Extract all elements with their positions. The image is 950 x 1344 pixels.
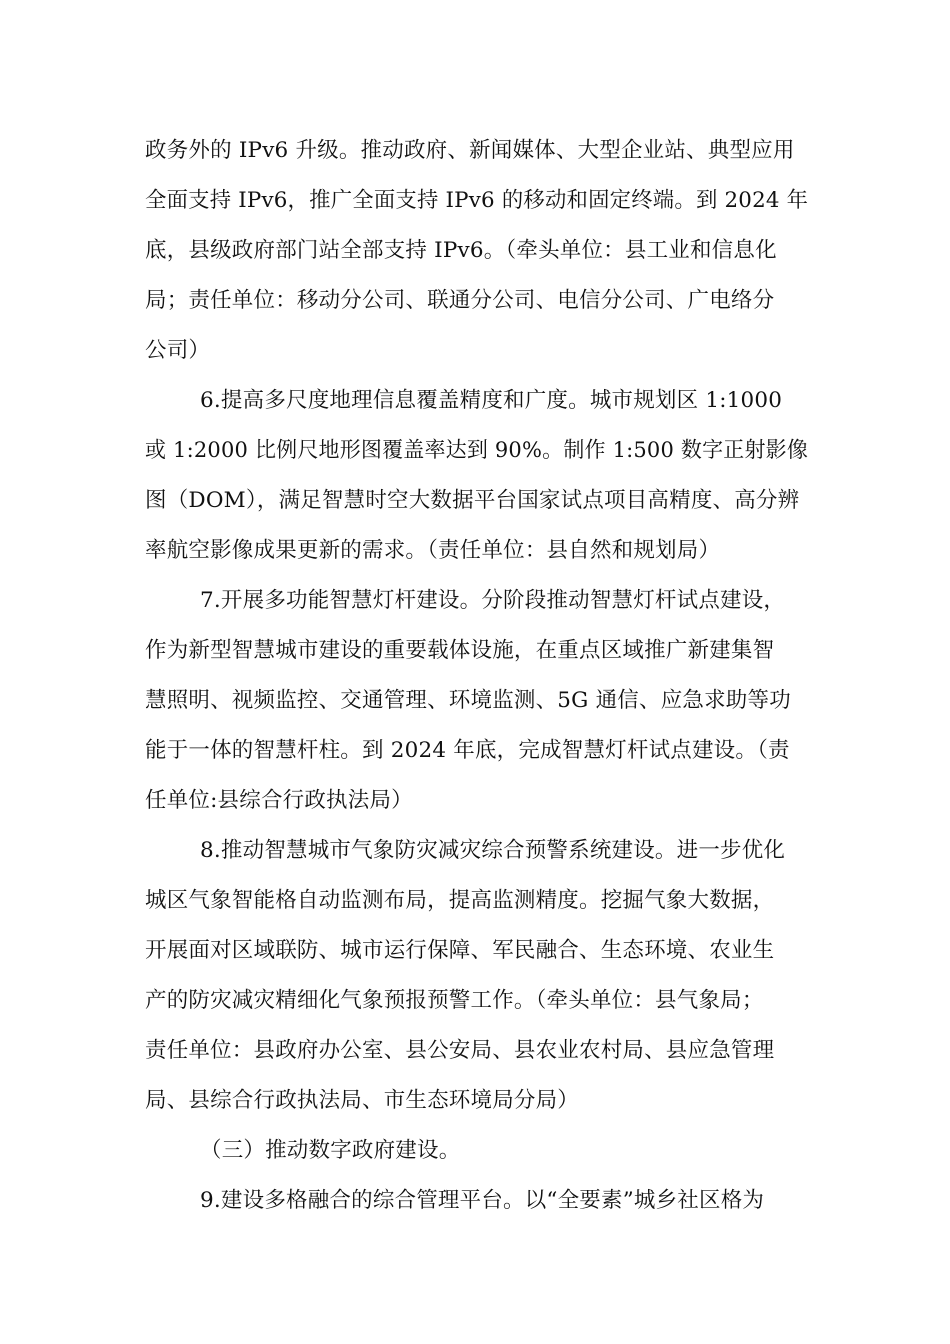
line-text: 底，县级政府部门站全部支持 IPv6。（牵头单位：县工业和信息化 (145, 238, 777, 263)
text-line (0, 183, 950, 219)
line-text: 6.提高多尺度地理信息覆盖精度和广度。城市规划区 1:1000 (200, 388, 783, 413)
text-line (0, 683, 950, 719)
line-text: 作为新型智慧城市建设的重要载体设施，在重点区域推广新建集智 (145, 638, 775, 663)
line-text: 或 1:2000 比例尺地形图覆盖率达到 90%。制作 1:500 数字正射影像 (145, 438, 809, 463)
line-text: 7.开展多功能智慧灯杆建设。分阶段推动智慧灯杆试点建设， (200, 588, 786, 613)
text-line (0, 733, 950, 769)
text-line (0, 533, 950, 569)
text-line (0, 283, 950, 319)
line-text: 8.推动智慧城市气象防灾减灾综合预警系统建设。进一步优化 (200, 838, 786, 863)
text-line (0, 333, 950, 369)
text-line (0, 1083, 950, 1119)
section-heading (0, 1133, 950, 1169)
text-line (0, 1183, 950, 1219)
line-text: 局、县综合行政执法局、市生态环境局分局） (145, 1088, 580, 1113)
text-line (0, 383, 950, 419)
text-line (0, 233, 950, 269)
line-text: 9.建设多格融合的综合管理平台。以“全要素”城乡社区格为 (200, 1188, 765, 1213)
line-text: 率航空影像成果更新的需求。（责任单位：县自然和规划局） (145, 538, 721, 563)
text-line (0, 433, 950, 469)
line-text: 城区气象智能格自动监测布局，提高监测精度。挖掘气象大数据， (145, 888, 775, 913)
text-line (0, 933, 950, 969)
text-line (0, 483, 950, 519)
text-line (0, 783, 950, 819)
line-text: 全面支持 IPv6，推广全面支持 IPv6 的移动和固定终端。到 2024 年 (145, 188, 809, 213)
text-line (0, 133, 950, 169)
line-text: 图（DOM），满足智慧时空大数据平台国家试点项目高精度、高分辨 (145, 488, 800, 513)
line-text: 公司） (145, 338, 211, 363)
text-line (0, 833, 950, 869)
line-text: 慧照明、视频监控、交通管理、环境监测、5G 通信、应急求助等功 (145, 688, 791, 713)
line-text: （三）推动数字政府建设。 (200, 1138, 461, 1163)
text-line (0, 1033, 950, 1069)
line-text: 能于一体的智慧杆柱。到 2024 年底，完成智慧灯杆试点建设。（责 (145, 738, 790, 763)
line-text: 政务外的 IPv6 升级。推动政府、新闻媒体、大型企业站、典型应用 (145, 138, 795, 163)
line-text: 开展面对区域联防、城市运行保障、军民融合、生态环境、农业生 (145, 938, 775, 963)
text-line (0, 583, 950, 619)
text-line (0, 983, 950, 1019)
line-text: 任单位:县综合行政执法局） (145, 788, 413, 813)
text-line (0, 633, 950, 669)
line-text: 责任单位：县政府办公室、县公安局、县农业农村局、县应急管理 (145, 1038, 775, 1063)
line-text: 产的防灾减灾精细化气象预报预警工作。（牵头单位：县气象局； (145, 988, 764, 1013)
text-line (0, 883, 950, 919)
line-text: 局；责任单位：移动分公司、联通分公司、电信分公司、广电络分 (145, 288, 775, 313)
